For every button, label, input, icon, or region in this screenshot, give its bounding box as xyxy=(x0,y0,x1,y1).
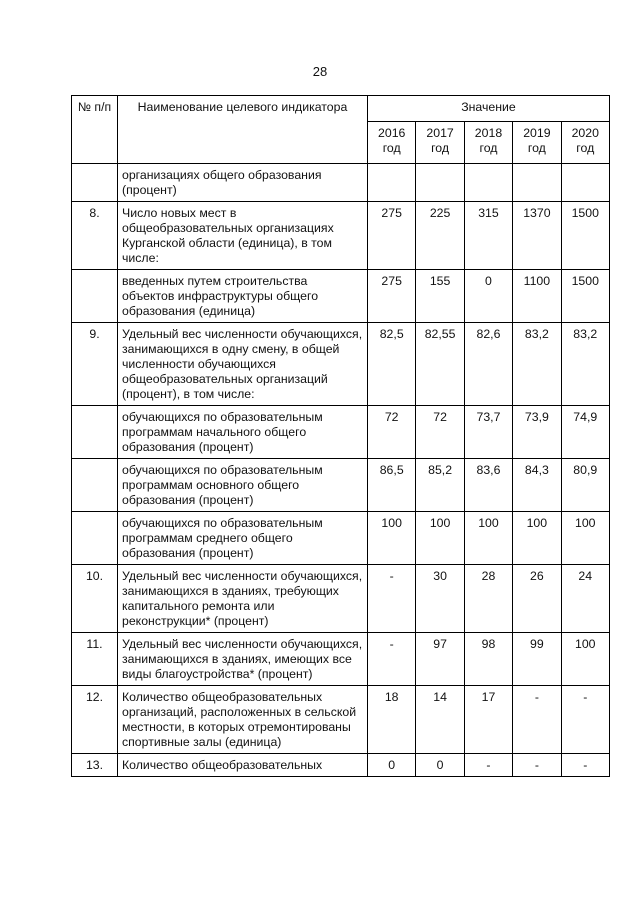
indicator-value: - xyxy=(368,565,416,633)
header-year: 2020 год xyxy=(561,122,609,164)
row-number xyxy=(72,270,118,323)
indicator-name: организациях общего образования (процент) xyxy=(118,164,368,202)
indicator-value: 100 xyxy=(416,512,464,565)
table-row xyxy=(72,459,610,512)
indicator-value: - xyxy=(464,754,512,777)
table-row xyxy=(72,202,610,270)
indicator-value xyxy=(513,164,561,202)
indicator-value xyxy=(416,164,464,202)
row-number: 11. xyxy=(72,633,118,686)
page-number: 28 xyxy=(312,64,328,79)
indicator-value: 275 xyxy=(368,270,416,323)
indicator-value xyxy=(561,164,609,202)
table-row xyxy=(72,164,610,202)
indicator-value: 82,6 xyxy=(464,323,512,406)
table-row xyxy=(72,565,610,633)
row-number xyxy=(72,512,118,565)
indicator-value: 73,9 xyxy=(513,406,561,459)
header-year: 2016 год xyxy=(368,122,416,164)
table-row xyxy=(72,323,610,406)
table-row xyxy=(72,754,610,777)
table-row xyxy=(72,406,610,459)
indicator-value: - xyxy=(513,754,561,777)
indicator-value: 83,6 xyxy=(464,459,512,512)
indicator-value xyxy=(464,164,512,202)
indicator-value: 100 xyxy=(561,633,609,686)
indicator-name: Удельный вес численности обучающихся, занимающихся в одну смену, в общей численности обучающихся общеобразовательных организаций (процент), в том числе: xyxy=(118,323,368,406)
indicator-value: 80,9 xyxy=(561,459,609,512)
indicator-value: 82,55 xyxy=(416,323,464,406)
indicator-value: 100 xyxy=(464,512,512,565)
indicator-name: Количество общеобразовательных организаций, расположенных в сельской местности, в которых отремонтированы спортивные залы (единица) xyxy=(118,686,368,754)
indicator-value: 86,5 xyxy=(368,459,416,512)
indicator-value: 97 xyxy=(416,633,464,686)
header-name: Наименование целевого индикатора xyxy=(118,96,368,164)
indicator-value: 1100 xyxy=(513,270,561,323)
indicator-value: 100 xyxy=(368,512,416,565)
indicator-value: 83,2 xyxy=(513,323,561,406)
table-row xyxy=(72,633,610,686)
indicator-value: 74,9 xyxy=(561,406,609,459)
table-row xyxy=(72,686,610,754)
indicator-value: 0 xyxy=(464,270,512,323)
table-row xyxy=(72,270,610,323)
header-value: Значение xyxy=(368,96,610,122)
header-year: 2019 год xyxy=(513,122,561,164)
indicator-name: обучающихся по образовательным программам начального общего образования (процент) xyxy=(118,406,368,459)
indicator-value: 18 xyxy=(368,686,416,754)
header-year: 2017 год xyxy=(416,122,464,164)
row-number: 12. xyxy=(72,686,118,754)
indicator-value: 84,3 xyxy=(513,459,561,512)
indicator-value: 82,5 xyxy=(368,323,416,406)
indicator-name: Количество общеобразовательных xyxy=(118,754,368,777)
indicator-name: Удельный вес численности обучающихся, занимающихся в зданиях, имеющих все виды благоустройства* (процент) xyxy=(118,633,368,686)
indicator-value: 26 xyxy=(513,565,561,633)
indicator-value: 275 xyxy=(368,202,416,270)
indicator-name: обучающихся по образовательным программам основного общего образования (процент) xyxy=(118,459,368,512)
header-num: № п/п xyxy=(72,96,118,164)
indicator-value: 155 xyxy=(416,270,464,323)
indicator-value: 1370 xyxy=(513,202,561,270)
indicator-value: 225 xyxy=(416,202,464,270)
indicator-value: 1500 xyxy=(561,202,609,270)
indicator-name: обучающихся по образовательным программам среднего общего образования (процент) xyxy=(118,512,368,565)
indicator-value: 85,2 xyxy=(416,459,464,512)
indicator-value: - xyxy=(513,686,561,754)
indicator-value: 100 xyxy=(513,512,561,565)
indicator-value: 1500 xyxy=(561,270,609,323)
indicator-value: 315 xyxy=(464,202,512,270)
indicator-value: 30 xyxy=(416,565,464,633)
row-number: 9. xyxy=(72,323,118,406)
indicator-value: 72 xyxy=(368,406,416,459)
indicator-value: 73,7 xyxy=(464,406,512,459)
row-number xyxy=(72,164,118,202)
indicator-name: Число новых мест в общеобразовательных организациях Курганской области (единица), в том числе: xyxy=(118,202,368,270)
row-number xyxy=(72,459,118,512)
table-row xyxy=(72,512,610,565)
indicator-value: 0 xyxy=(368,754,416,777)
indicator-value: 98 xyxy=(464,633,512,686)
indicator-value: - xyxy=(561,754,609,777)
indicator-value: 83,2 xyxy=(561,323,609,406)
row-number: 10. xyxy=(72,565,118,633)
indicator-value: 0 xyxy=(416,754,464,777)
header-year: 2018 год xyxy=(464,122,512,164)
indicator-value: 100 xyxy=(561,512,609,565)
indicator-name: Удельный вес численности обучающихся, занимающихся в зданиях, требующих капитального ремонта или реконструкции* (процент) xyxy=(118,565,368,633)
indicators-table xyxy=(71,95,610,777)
indicator-value: 99 xyxy=(513,633,561,686)
header-row xyxy=(72,96,610,122)
indicator-value: 72 xyxy=(416,406,464,459)
row-number: 13. xyxy=(72,754,118,777)
indicator-name: введенных путем строительства объектов инфраструктуры общего образования (единица) xyxy=(118,270,368,323)
indicator-value xyxy=(368,164,416,202)
indicator-value: 14 xyxy=(416,686,464,754)
row-number: 8. xyxy=(72,202,118,270)
indicator-value: - xyxy=(368,633,416,686)
row-number xyxy=(72,406,118,459)
table-body xyxy=(72,164,610,777)
indicator-value: 24 xyxy=(561,565,609,633)
indicator-value: 28 xyxy=(464,565,512,633)
indicator-value: - xyxy=(561,686,609,754)
indicator-value: 17 xyxy=(464,686,512,754)
